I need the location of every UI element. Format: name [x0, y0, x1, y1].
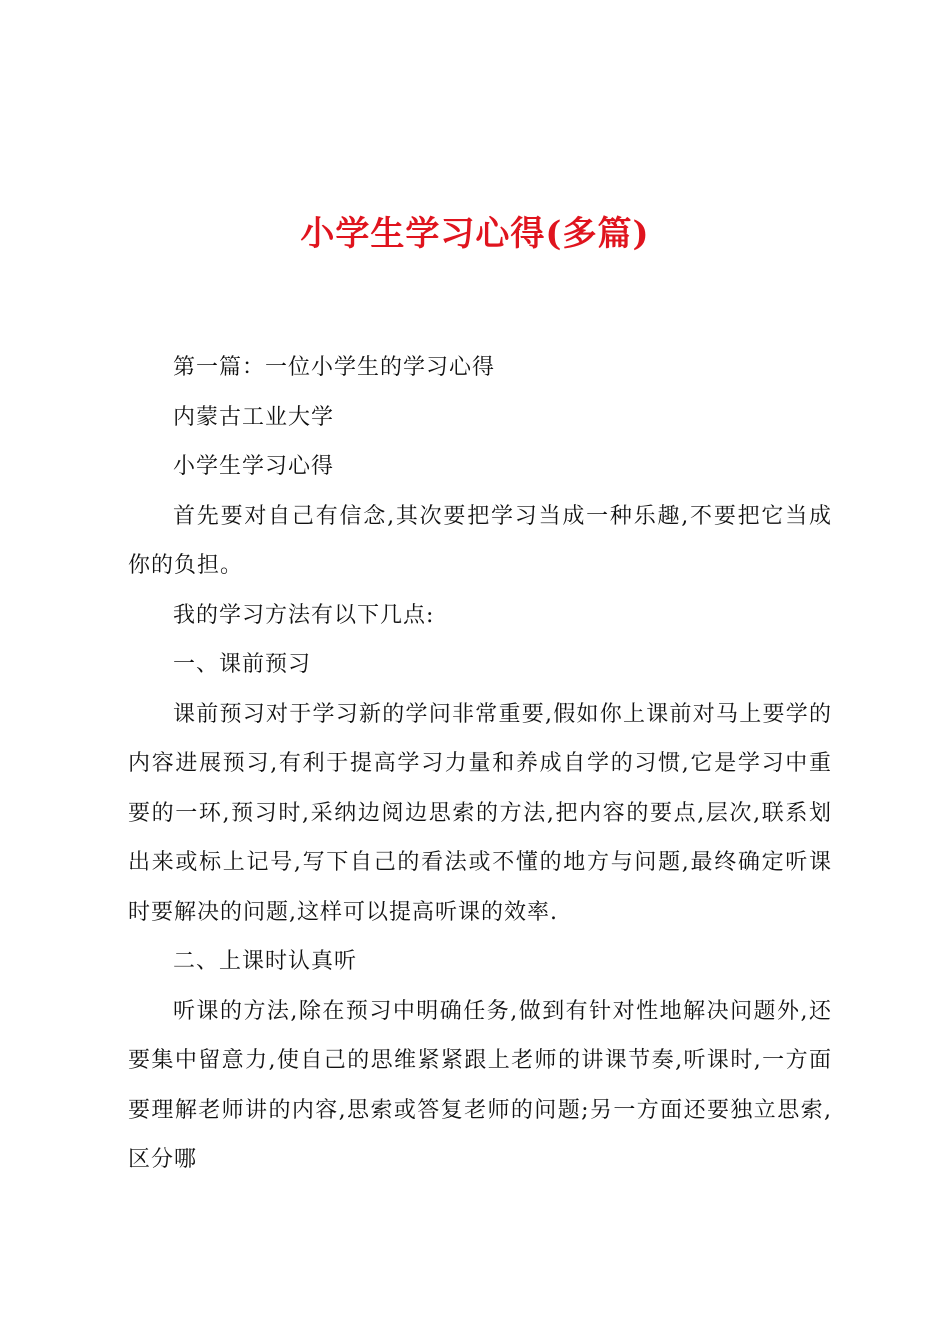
document-title: 小学生学习心得(多篇)	[300, 214, 650, 254]
paragraph-heading: 一、课前预习	[173, 652, 312, 677]
paragraph-heading: 二、上课时认真听	[173, 949, 358, 974]
paragraph-subtitle: 小学生学习心得	[173, 454, 335, 479]
paragraph: 首先要对自己有信念,其次要把学习当成一种乐趣,不要把它当成你的负担。	[128, 503, 832, 578]
paragraph-institution: 内蒙古工业大学	[173, 404, 335, 430]
paragraph: 听课的方法,除在预习中明确任务,做到有针对性地解决问题外,还要集中留意力,使自己的思维紧紧跟上老师的讲课节奏,听课时,一方面要理解老师讲的内容,思索或答复老师的问题;另一方面还要独立思索,区分哪	[128, 998, 832, 1172]
document-body	[128, 343, 832, 1185]
paragraph: 我的学习方法有以下几点:	[173, 602, 435, 628]
paragraph: 课前预习对于学习新的学问非常重要,假如你上课前对马上要学的内容进展预习,有利于提高学习力量和养成自学的习惯,它是学习中重要的一环,预习时,采纳边阅边思索的方法,把内容的要点,层次,联系划出来或标上记号,写下自己的看法或不懂的地方与问题,最终确定听课时要解决的问题,这样可以提高听课的效率.	[128, 701, 832, 925]
paragraph-section-heading: 第一篇：一位小学生的学习心得	[173, 355, 496, 380]
